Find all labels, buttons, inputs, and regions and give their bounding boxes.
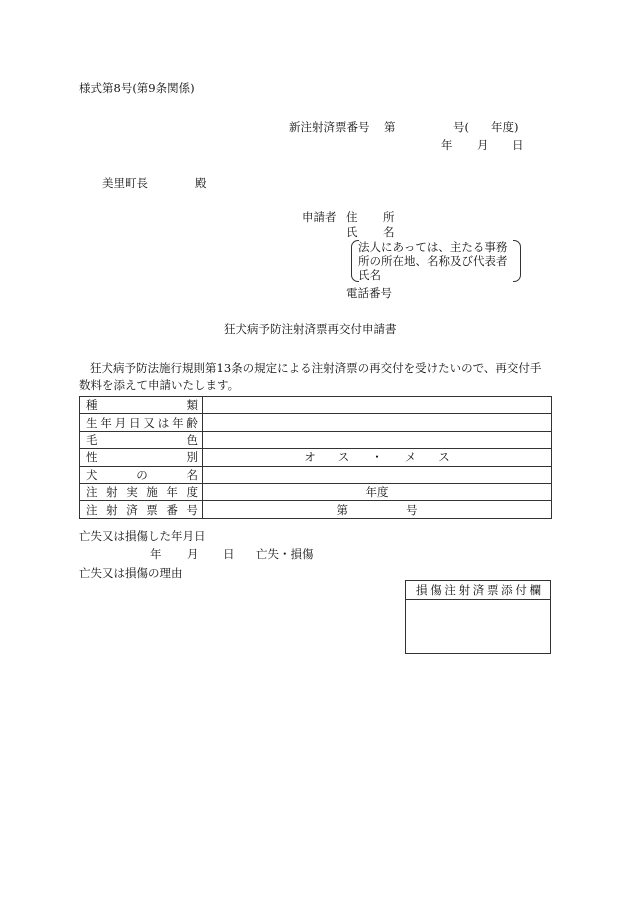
table-row: [80, 449, 552, 466]
label-char: 度: [186, 485, 198, 500]
note-line-1: 法人にあっては、主たる事務: [358, 240, 508, 254]
body-line-2: 数料を添えて申請いたします。: [79, 378, 240, 392]
label-char: 色: [186, 432, 198, 447]
body-line-1: 狂犬病予防法施行規則第13条の規定による注射済票の再交付を受けたいので、再交付手: [90, 361, 542, 375]
label-char: 種: [86, 398, 98, 413]
title-char: 添: [501, 583, 513, 597]
title-char: 射: [458, 583, 471, 597]
note-right-paren: [513, 240, 521, 282]
sex-option-char: オ: [304, 450, 316, 465]
label-char: は: [157, 415, 170, 430]
label-char: 別: [186, 450, 198, 465]
title-char: 済: [472, 583, 485, 597]
name-label-2: 名: [383, 225, 395, 239]
table-row: [80, 466, 552, 483]
loss-day: 日: [223, 547, 235, 561]
note-line-2: 所の所在地、名称及び代表者: [358, 254, 508, 268]
label-char: 注: [86, 485, 98, 500]
phone-label: 電話番号: [346, 286, 392, 300]
ticket-go-text: 号: [406, 502, 418, 517]
ticket-go: 号(: [453, 120, 469, 134]
title-char: 付: [515, 583, 527, 597]
table-row: [80, 501, 552, 518]
label-char: 施: [146, 485, 158, 500]
table-row: [80, 431, 552, 448]
label-char: 年: [100, 415, 112, 430]
birthdate-field[interactable]: [203, 414, 552, 431]
row-label-ticket-number: [80, 501, 203, 518]
label-char: 年: [166, 485, 178, 500]
label-char: 性: [86, 450, 98, 465]
row-label-birthdate: [80, 414, 203, 431]
label-char: 年: [172, 415, 184, 430]
attach-box-title: [406, 581, 550, 600]
sex-option-char: ス: [438, 450, 450, 465]
damaged-ticket-attach-box: [405, 580, 551, 654]
attach-area[interactable]: [406, 600, 550, 653]
label-char: 済: [126, 502, 138, 517]
label-char: 射: [106, 502, 118, 517]
label-char: 類: [186, 398, 198, 413]
ticket-number-field[interactable]: [203, 501, 552, 518]
label-char: 番: [166, 502, 178, 517]
label-char: 月: [114, 415, 127, 430]
date-day: 日: [512, 138, 524, 152]
ticket-dai-text: 第: [336, 502, 348, 517]
applicant-label: 申請者: [302, 210, 337, 224]
label-char: 票: [146, 502, 158, 517]
label-char: 犬: [86, 467, 98, 482]
sex-option-char: ・: [371, 450, 383, 465]
sex-field[interactable]: [203, 449, 552, 466]
document-title: 狂犬病予防注射済票再交付申請書: [224, 322, 397, 336]
row-label-dog-name: [80, 466, 203, 483]
label-char: 生: [86, 415, 98, 430]
table-row: [80, 483, 552, 500]
loss-month: 月: [187, 547, 199, 561]
type-field[interactable]: [203, 397, 552, 414]
injection-year-field[interactable]: [203, 483, 552, 500]
loss-type: 亡失・損傷: [256, 547, 314, 561]
form-number: 様式第8号(第9条関係): [79, 81, 195, 95]
loss-year: 年: [150, 547, 162, 561]
address-label-2: 所: [383, 210, 395, 224]
label-char: 毛: [86, 432, 98, 447]
label-char: 名: [186, 467, 198, 482]
label-char: 号: [186, 502, 198, 517]
dog-name-field[interactable]: [203, 466, 552, 483]
date-month: 月: [477, 138, 489, 152]
label-char: 射: [106, 485, 118, 500]
label-char: 齢: [186, 415, 198, 430]
note-line-3: 氏名: [358, 268, 381, 282]
ticket-dai: 第: [384, 120, 396, 134]
new-ticket-label: 新注射済票番号: [289, 120, 370, 134]
dog-info-table: [79, 396, 552, 519]
ticket-nendo: 年度): [491, 120, 519, 134]
sex-option-char: メ: [404, 450, 417, 465]
row-label-type: [80, 397, 203, 414]
address-label-1: 住: [346, 210, 358, 224]
addressee-name: 美里町長: [102, 176, 148, 190]
name-label-1: 氏: [346, 225, 358, 239]
row-label-sex: [80, 449, 203, 466]
table-row: [80, 414, 552, 431]
sex-option-char: ス: [337, 450, 350, 465]
addressee-honorific: 殿: [195, 176, 207, 190]
title-char: 傷: [430, 583, 442, 597]
label-char: 注: [86, 502, 98, 517]
row-label-coat-color: [80, 431, 203, 448]
row-label-injection-year: [80, 483, 203, 500]
title-char: 損: [416, 583, 428, 597]
title-char: 注: [444, 583, 456, 597]
coat-color-field[interactable]: [203, 431, 552, 448]
loss-reason-label: 亡失又は損傷の理由: [79, 566, 183, 580]
label-char: 日: [129, 415, 141, 430]
table-row: [80, 397, 552, 414]
title-char: 欄: [529, 583, 541, 597]
loss-date-label: 亡失又は損傷した年月日: [79, 529, 206, 543]
date-year: 年: [441, 138, 453, 152]
title-char: 票: [486, 583, 499, 597]
label-char: の: [136, 467, 148, 482]
label-char: 又: [143, 415, 155, 430]
nendo-text: 年度: [365, 485, 389, 500]
label-char: 実: [126, 485, 138, 500]
